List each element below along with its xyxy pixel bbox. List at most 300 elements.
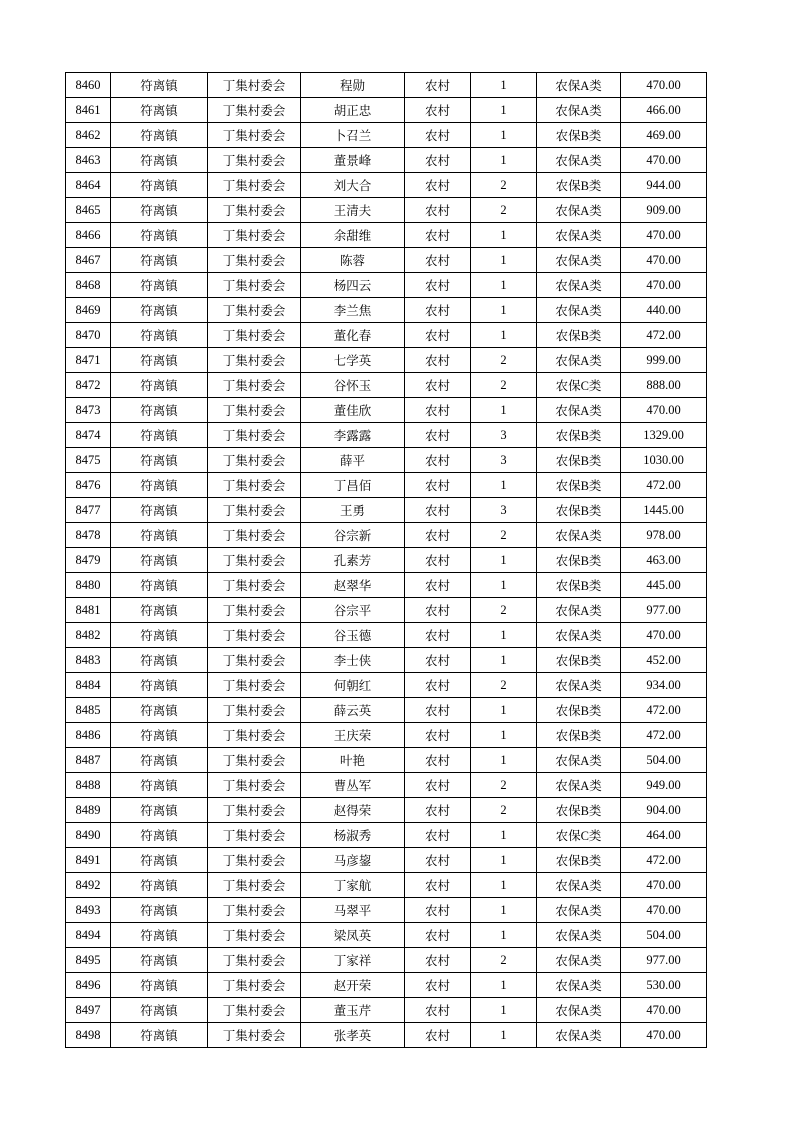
cell-village: 丁集村委会 xyxy=(208,98,301,123)
cell-amount: 909.00 xyxy=(621,198,707,223)
cell-town: 符离镇 xyxy=(111,873,208,898)
cell-name: 董景峰 xyxy=(301,148,405,173)
table-row xyxy=(66,698,707,723)
cell-name: 董化春 xyxy=(301,323,405,348)
cell-town: 符离镇 xyxy=(111,723,208,748)
cell-id: 8493 xyxy=(66,898,111,923)
cell-town: 符离镇 xyxy=(111,448,208,473)
cell-town: 符离镇 xyxy=(111,148,208,173)
cell-type: 农村 xyxy=(405,698,471,723)
cell-id: 8460 xyxy=(66,73,111,98)
table-row xyxy=(66,973,707,998)
cell-type: 农村 xyxy=(405,648,471,673)
cell-name: 王庆荣 xyxy=(301,723,405,748)
cell-amount: 470.00 xyxy=(621,73,707,98)
cell-village: 丁集村委会 xyxy=(208,523,301,548)
cell-type: 农村 xyxy=(405,773,471,798)
cell-category: 农保A类 xyxy=(537,923,621,948)
table-row xyxy=(66,123,707,148)
cell-id: 8496 xyxy=(66,973,111,998)
cell-type: 农村 xyxy=(405,473,471,498)
cell-category: 农保A类 xyxy=(537,298,621,323)
cell-category: 农保A类 xyxy=(537,748,621,773)
cell-village: 丁集村委会 xyxy=(208,798,301,823)
cell-village: 丁集村委会 xyxy=(208,148,301,173)
cell-village: 丁集村委会 xyxy=(208,873,301,898)
cell-category: 农保B类 xyxy=(537,498,621,523)
cell-type: 农村 xyxy=(405,448,471,473)
cell-count: 2 xyxy=(471,173,537,198)
cell-town: 符离镇 xyxy=(111,898,208,923)
cell-amount: 934.00 xyxy=(621,673,707,698)
cell-amount: 944.00 xyxy=(621,173,707,198)
cell-type: 农村 xyxy=(405,173,471,198)
cell-count: 1 xyxy=(471,223,537,248)
cell-type: 农村 xyxy=(405,1023,471,1048)
cell-amount: 470.00 xyxy=(621,273,707,298)
cell-village: 丁集村委会 xyxy=(208,173,301,198)
table-row xyxy=(66,348,707,373)
cell-town: 符离镇 xyxy=(111,648,208,673)
cell-count: 2 xyxy=(471,773,537,798)
cell-village: 丁集村委会 xyxy=(208,973,301,998)
table-row xyxy=(66,648,707,673)
cell-name: 谷宗平 xyxy=(301,598,405,623)
cell-name: 谷怀玉 xyxy=(301,373,405,398)
cell-type: 农村 xyxy=(405,73,471,98)
cell-count: 1 xyxy=(471,823,537,848)
cell-category: 农保B类 xyxy=(537,323,621,348)
cell-town: 符离镇 xyxy=(111,498,208,523)
cell-town: 符离镇 xyxy=(111,398,208,423)
cell-amount: 464.00 xyxy=(621,823,707,848)
cell-village: 丁集村委会 xyxy=(208,823,301,848)
cell-count: 3 xyxy=(471,448,537,473)
cell-name: 薛云英 xyxy=(301,698,405,723)
cell-name: 曹丛军 xyxy=(301,773,405,798)
cell-town: 符离镇 xyxy=(111,248,208,273)
cell-town: 符离镇 xyxy=(111,598,208,623)
cell-amount: 470.00 xyxy=(621,248,707,273)
cell-category: 农保C类 xyxy=(537,373,621,398)
cell-count: 1 xyxy=(471,398,537,423)
cell-amount: 949.00 xyxy=(621,773,707,798)
cell-village: 丁集村委会 xyxy=(208,448,301,473)
cell-village: 丁集村委会 xyxy=(208,673,301,698)
cell-amount: 1030.00 xyxy=(621,448,707,473)
cell-amount: 470.00 xyxy=(621,1023,707,1048)
cell-count: 2 xyxy=(471,948,537,973)
cell-category: 农保A类 xyxy=(537,873,621,898)
cell-amount: 452.00 xyxy=(621,648,707,673)
cell-type: 农村 xyxy=(405,598,471,623)
cell-category: 农保A类 xyxy=(537,148,621,173)
cell-id: 8471 xyxy=(66,348,111,373)
cell-count: 1 xyxy=(471,573,537,598)
cell-amount: 504.00 xyxy=(621,923,707,948)
cell-id: 8479 xyxy=(66,548,111,573)
cell-count: 1 xyxy=(471,323,537,348)
cell-name: 七学英 xyxy=(301,348,405,373)
cell-name: 程勋 xyxy=(301,73,405,98)
cell-name: 谷玉德 xyxy=(301,623,405,648)
table-row xyxy=(66,423,707,448)
cell-category: 农保A类 xyxy=(537,948,621,973)
cell-village: 丁集村委会 xyxy=(208,698,301,723)
cell-town: 符离镇 xyxy=(111,473,208,498)
cell-count: 1 xyxy=(471,73,537,98)
cell-town: 符离镇 xyxy=(111,548,208,573)
cell-village: 丁集村委会 xyxy=(208,423,301,448)
cell-amount: 470.00 xyxy=(621,223,707,248)
cell-type: 农村 xyxy=(405,498,471,523)
cell-type: 农村 xyxy=(405,998,471,1023)
cell-village: 丁集村委会 xyxy=(208,273,301,298)
cell-count: 1 xyxy=(471,473,537,498)
cell-village: 丁集村委会 xyxy=(208,948,301,973)
cell-count: 1 xyxy=(471,548,537,573)
cell-amount: 445.00 xyxy=(621,573,707,598)
cell-amount: 466.00 xyxy=(621,98,707,123)
cell-village: 丁集村委会 xyxy=(208,598,301,623)
cell-type: 农村 xyxy=(405,873,471,898)
cell-count: 1 xyxy=(471,123,537,148)
cell-id: 8474 xyxy=(66,423,111,448)
cell-count: 2 xyxy=(471,348,537,373)
cell-id: 8498 xyxy=(66,1023,111,1048)
cell-amount: 470.00 xyxy=(621,623,707,648)
cell-name: 何朝红 xyxy=(301,673,405,698)
cell-category: 农保A类 xyxy=(537,998,621,1023)
table-row xyxy=(66,598,707,623)
cell-town: 符离镇 xyxy=(111,948,208,973)
cell-amount: 888.00 xyxy=(621,373,707,398)
cell-type: 农村 xyxy=(405,223,471,248)
table-row xyxy=(66,673,707,698)
table-row xyxy=(66,798,707,823)
cell-id: 8483 xyxy=(66,648,111,673)
cell-name: 胡正忠 xyxy=(301,98,405,123)
table-row xyxy=(66,723,707,748)
cell-id: 8486 xyxy=(66,723,111,748)
cell-id: 8478 xyxy=(66,523,111,548)
table-row xyxy=(66,148,707,173)
cell-category: 农保A类 xyxy=(537,198,621,223)
table-row xyxy=(66,398,707,423)
table-row xyxy=(66,1023,707,1048)
cell-name: 卜召兰 xyxy=(301,123,405,148)
cell-name: 薛平 xyxy=(301,448,405,473)
cell-town: 符离镇 xyxy=(111,848,208,873)
table-row xyxy=(66,873,707,898)
table-row xyxy=(66,473,707,498)
cell-category: 农保A类 xyxy=(537,898,621,923)
cell-id: 8461 xyxy=(66,98,111,123)
cell-id: 8482 xyxy=(66,623,111,648)
cell-village: 丁集村委会 xyxy=(208,248,301,273)
cell-village: 丁集村委会 xyxy=(208,373,301,398)
table-row xyxy=(66,273,707,298)
cell-category: 农保B类 xyxy=(537,173,621,198)
cell-name: 董佳欣 xyxy=(301,398,405,423)
cell-category: 农保B类 xyxy=(537,723,621,748)
cell-count: 1 xyxy=(471,623,537,648)
cell-town: 符离镇 xyxy=(111,298,208,323)
table-row xyxy=(66,623,707,648)
cell-category: 农保A类 xyxy=(537,598,621,623)
cell-amount: 472.00 xyxy=(621,848,707,873)
cell-name: 赵得荣 xyxy=(301,798,405,823)
cell-town: 符离镇 xyxy=(111,823,208,848)
cell-type: 农村 xyxy=(405,973,471,998)
cell-type: 农村 xyxy=(405,623,471,648)
cell-count: 1 xyxy=(471,1023,537,1048)
cell-town: 符离镇 xyxy=(111,998,208,1023)
cell-id: 8484 xyxy=(66,673,111,698)
cell-count: 2 xyxy=(471,673,537,698)
cell-id: 8487 xyxy=(66,748,111,773)
cell-id: 8470 xyxy=(66,323,111,348)
cell-village: 丁集村委会 xyxy=(208,398,301,423)
cell-name: 李兰焦 xyxy=(301,298,405,323)
cell-amount: 440.00 xyxy=(621,298,707,323)
cell-count: 1 xyxy=(471,148,537,173)
cell-town: 符离镇 xyxy=(111,623,208,648)
cell-type: 农村 xyxy=(405,398,471,423)
cell-id: 8485 xyxy=(66,698,111,723)
cell-village: 丁集村委会 xyxy=(208,473,301,498)
cell-category: 农保A类 xyxy=(537,73,621,98)
cell-count: 1 xyxy=(471,898,537,923)
cell-name: 张孝英 xyxy=(301,1023,405,1048)
cell-village: 丁集村委会 xyxy=(208,848,301,873)
cell-type: 农村 xyxy=(405,898,471,923)
cell-village: 丁集村委会 xyxy=(208,923,301,948)
cell-category: 农保A类 xyxy=(537,973,621,998)
cell-count: 1 xyxy=(471,298,537,323)
cell-id: 8475 xyxy=(66,448,111,473)
cell-count: 3 xyxy=(471,423,537,448)
cell-type: 农村 xyxy=(405,848,471,873)
cell-type: 农村 xyxy=(405,748,471,773)
table-row xyxy=(66,748,707,773)
cell-town: 符离镇 xyxy=(111,523,208,548)
cell-village: 丁集村委会 xyxy=(208,748,301,773)
cell-count: 1 xyxy=(471,973,537,998)
cell-count: 1 xyxy=(471,723,537,748)
cell-category: 农保B类 xyxy=(537,473,621,498)
table-row xyxy=(66,323,707,348)
cell-name: 马翠平 xyxy=(301,898,405,923)
table-row xyxy=(66,498,707,523)
table-row xyxy=(66,948,707,973)
cell-town: 符离镇 xyxy=(111,373,208,398)
cell-id: 8473 xyxy=(66,398,111,423)
cell-type: 农村 xyxy=(405,548,471,573)
cell-category: 农保B类 xyxy=(537,648,621,673)
cell-category: 农保B类 xyxy=(537,548,621,573)
cell-category: 农保A类 xyxy=(537,398,621,423)
cell-type: 农村 xyxy=(405,823,471,848)
cell-amount: 504.00 xyxy=(621,748,707,773)
cell-id: 8494 xyxy=(66,923,111,948)
cell-town: 符离镇 xyxy=(111,173,208,198)
cell-category: 农保B类 xyxy=(537,698,621,723)
cell-town: 符离镇 xyxy=(111,348,208,373)
cell-id: 8476 xyxy=(66,473,111,498)
cell-id: 8477 xyxy=(66,498,111,523)
cell-id: 8468 xyxy=(66,273,111,298)
table-row xyxy=(66,173,707,198)
cell-name: 王勇 xyxy=(301,498,405,523)
cell-id: 8489 xyxy=(66,798,111,823)
cell-amount: 470.00 xyxy=(621,898,707,923)
table-row xyxy=(66,198,707,223)
cell-category: 农保B类 xyxy=(537,573,621,598)
cell-category: 农保A类 xyxy=(537,623,621,648)
cell-amount: 472.00 xyxy=(621,323,707,348)
table-row xyxy=(66,998,707,1023)
cell-village: 丁集村委会 xyxy=(208,223,301,248)
cell-village: 丁集村委会 xyxy=(208,298,301,323)
cell-amount: 463.00 xyxy=(621,548,707,573)
cell-type: 农村 xyxy=(405,248,471,273)
table-row xyxy=(66,548,707,573)
cell-amount: 470.00 xyxy=(621,398,707,423)
cell-amount: 469.00 xyxy=(621,123,707,148)
cell-type: 农村 xyxy=(405,423,471,448)
cell-id: 8463 xyxy=(66,148,111,173)
cell-id: 8481 xyxy=(66,598,111,623)
cell-village: 丁集村委会 xyxy=(208,898,301,923)
cell-type: 农村 xyxy=(405,323,471,348)
cell-category: 农保A类 xyxy=(537,98,621,123)
cell-name: 李士侠 xyxy=(301,648,405,673)
cell-amount: 470.00 xyxy=(621,148,707,173)
roster-table xyxy=(65,72,707,1048)
cell-name: 梁凤英 xyxy=(301,923,405,948)
cell-town: 符离镇 xyxy=(111,423,208,448)
cell-village: 丁集村委会 xyxy=(208,198,301,223)
cell-id: 8497 xyxy=(66,998,111,1023)
cell-village: 丁集村委会 xyxy=(208,648,301,673)
cell-name: 王清夫 xyxy=(301,198,405,223)
cell-count: 2 xyxy=(471,523,537,548)
cell-name: 陈蓉 xyxy=(301,248,405,273)
cell-town: 符离镇 xyxy=(111,748,208,773)
cell-id: 8480 xyxy=(66,573,111,598)
table-row xyxy=(66,73,707,98)
cell-id: 8464 xyxy=(66,173,111,198)
cell-amount: 977.00 xyxy=(621,598,707,623)
cell-village: 丁集村委会 xyxy=(208,73,301,98)
cell-type: 农村 xyxy=(405,373,471,398)
cell-town: 符离镇 xyxy=(111,573,208,598)
cell-category: 农保A类 xyxy=(537,223,621,248)
cell-village: 丁集村委会 xyxy=(208,723,301,748)
cell-id: 8466 xyxy=(66,223,111,248)
table-body xyxy=(66,73,707,1048)
cell-amount: 999.00 xyxy=(621,348,707,373)
cell-town: 符离镇 xyxy=(111,323,208,348)
cell-category: 农保B类 xyxy=(537,123,621,148)
cell-name: 赵翠华 xyxy=(301,573,405,598)
cell-category: 农保B类 xyxy=(537,848,621,873)
cell-type: 农村 xyxy=(405,523,471,548)
cell-amount: 904.00 xyxy=(621,798,707,823)
cell-name: 杨淑秀 xyxy=(301,823,405,848)
table-row xyxy=(66,848,707,873)
cell-amount: 472.00 xyxy=(621,723,707,748)
cell-name: 刘大合 xyxy=(301,173,405,198)
cell-type: 农村 xyxy=(405,923,471,948)
cell-type: 农村 xyxy=(405,198,471,223)
cell-id: 8492 xyxy=(66,873,111,898)
cell-name: 丁家祥 xyxy=(301,948,405,973)
cell-town: 符离镇 xyxy=(111,223,208,248)
cell-id: 8465 xyxy=(66,198,111,223)
cell-category: 农保A类 xyxy=(537,1023,621,1048)
cell-count: 1 xyxy=(471,873,537,898)
cell-type: 农村 xyxy=(405,98,471,123)
cell-amount: 1445.00 xyxy=(621,498,707,523)
cell-category: 农保C类 xyxy=(537,823,621,848)
cell-count: 3 xyxy=(471,498,537,523)
cell-count: 1 xyxy=(471,648,537,673)
cell-count: 1 xyxy=(471,998,537,1023)
cell-village: 丁集村委会 xyxy=(208,348,301,373)
cell-town: 符离镇 xyxy=(111,673,208,698)
cell-id: 8488 xyxy=(66,773,111,798)
cell-count: 2 xyxy=(471,598,537,623)
cell-village: 丁集村委会 xyxy=(208,623,301,648)
cell-count: 1 xyxy=(471,698,537,723)
cell-type: 农村 xyxy=(405,348,471,373)
cell-village: 丁集村委会 xyxy=(208,773,301,798)
cell-category: 农保A类 xyxy=(537,773,621,798)
cell-amount: 530.00 xyxy=(621,973,707,998)
cell-name: 杨四云 xyxy=(301,273,405,298)
cell-count: 2 xyxy=(471,798,537,823)
table-row xyxy=(66,898,707,923)
cell-name: 董玉芹 xyxy=(301,998,405,1023)
cell-town: 符离镇 xyxy=(111,123,208,148)
cell-town: 符离镇 xyxy=(111,973,208,998)
cell-town: 符离镇 xyxy=(111,198,208,223)
table-row xyxy=(66,923,707,948)
cell-id: 8495 xyxy=(66,948,111,973)
cell-name: 余甜维 xyxy=(301,223,405,248)
table-row xyxy=(66,448,707,473)
cell-name: 叶艳 xyxy=(301,748,405,773)
cell-village: 丁集村委会 xyxy=(208,498,301,523)
cell-name: 赵开荣 xyxy=(301,973,405,998)
cell-amount: 978.00 xyxy=(621,523,707,548)
cell-town: 符离镇 xyxy=(111,923,208,948)
cell-amount: 472.00 xyxy=(621,473,707,498)
cell-category: 农保B类 xyxy=(537,423,621,448)
cell-type: 农村 xyxy=(405,573,471,598)
cell-type: 农村 xyxy=(405,298,471,323)
cell-category: 农保B类 xyxy=(537,448,621,473)
cell-amount: 472.00 xyxy=(621,698,707,723)
cell-count: 1 xyxy=(471,98,537,123)
table-row xyxy=(66,773,707,798)
table-row xyxy=(66,373,707,398)
cell-town: 符离镇 xyxy=(111,273,208,298)
table-row xyxy=(66,523,707,548)
cell-village: 丁集村委会 xyxy=(208,548,301,573)
